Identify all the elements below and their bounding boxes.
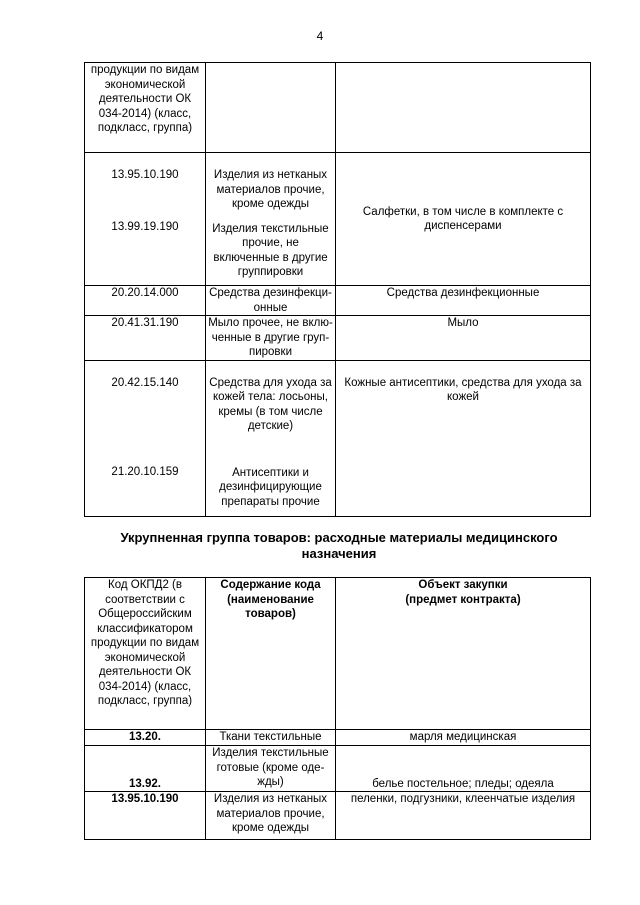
goods-name: Средства для ухода за кожей тела: лосьоны, кремы (в том числе детские) [209,376,332,432]
okpd-code: 13.20. [85,730,206,746]
code-cell [85,153,206,286]
okpd-code: 20.42.15.140 [111,376,179,389]
okpd-code: 20.20.14.000 [85,286,206,316]
name-cell [206,153,336,286]
header-name-tail [206,63,336,153]
table-header-row [85,578,591,730]
header-code-tail: продукции по видам экономической деятельности ОК 034-2014) (класс, подкласс, группа) [85,63,206,153]
table-header-tail-row [85,63,591,153]
okpd-code: 13.92. [85,746,206,792]
goods-name: Мыло прочее, не вклю-ченные в другие груп-пировки [206,316,336,361]
header-object [336,578,591,730]
procurement-object: марля медицинская [336,730,591,746]
goods-name: Средства дезинфекци-онные [206,286,336,316]
table-row [85,153,591,286]
object-cell [336,360,591,516]
page-number: 4 [316,29,324,43]
okpd-table-continued [84,62,591,517]
goods-name: Изделия из нетканых материалов прочие, кроме одежды [213,169,328,210]
table-row [85,792,591,840]
table-row [85,316,591,361]
procurement-object: Мыло [336,316,591,361]
goods-name: Антисептики и дезинфицирующие препараты прочие [219,466,322,508]
header-object-line1: Объект закупки [418,579,508,591]
group-heading: Укрупненная группа товаров: расходные материалы медицинского назначения [120,530,558,561]
header-name: Содержание кода (наименование товаров) [206,578,336,730]
table-row [85,730,591,746]
okpd-code: 13.95.10.190 [111,169,179,181]
header-code: Код ОКПД2 (в соответствии с Общероссийским классификатором продукции по видам экономической деятельности ОК 034-2014) (класс, подкласс, группа) [85,578,206,730]
table-row [85,746,591,792]
object-cell [336,153,591,286]
okpd-code: 13.99.19.190 [111,220,179,233]
table-row [85,360,591,516]
code-cell [85,360,206,516]
procurement-object: белье постельное; пледы; одеяла [336,746,591,792]
procurement-object: пеленки, подгузники, клеенчатые изделия [336,792,591,840]
okpd-code: 21.20.10.159 [111,466,179,478]
okpd-code: 20.41.31.190 [85,316,206,361]
okpd-code: 13.95.10.190 [85,792,206,840]
procurement-object: Салфетки, в том числе в комплекте с диспенсерами [362,205,564,232]
name-cell [206,360,336,516]
header-object-line2: (предмет контракта) [405,593,521,606]
procurement-object: Средства дезинфекционные [336,286,591,316]
okpd-table-medical [84,577,591,840]
table-row [85,286,591,316]
goods-name: Изделия текстильные готовые (кроме оде-жды) [206,746,336,792]
goods-name: Изделия из нетканых материалов прочие, кроме одежды [206,792,336,840]
procurement-object: Кожные антисептики, средства для ухода за кожей [344,376,582,403]
header-object-tail [336,63,591,153]
goods-name: Изделия текстильные прочие, не включенные в другие группировки [212,222,329,278]
goods-name: Ткани текстильные [206,730,336,746]
